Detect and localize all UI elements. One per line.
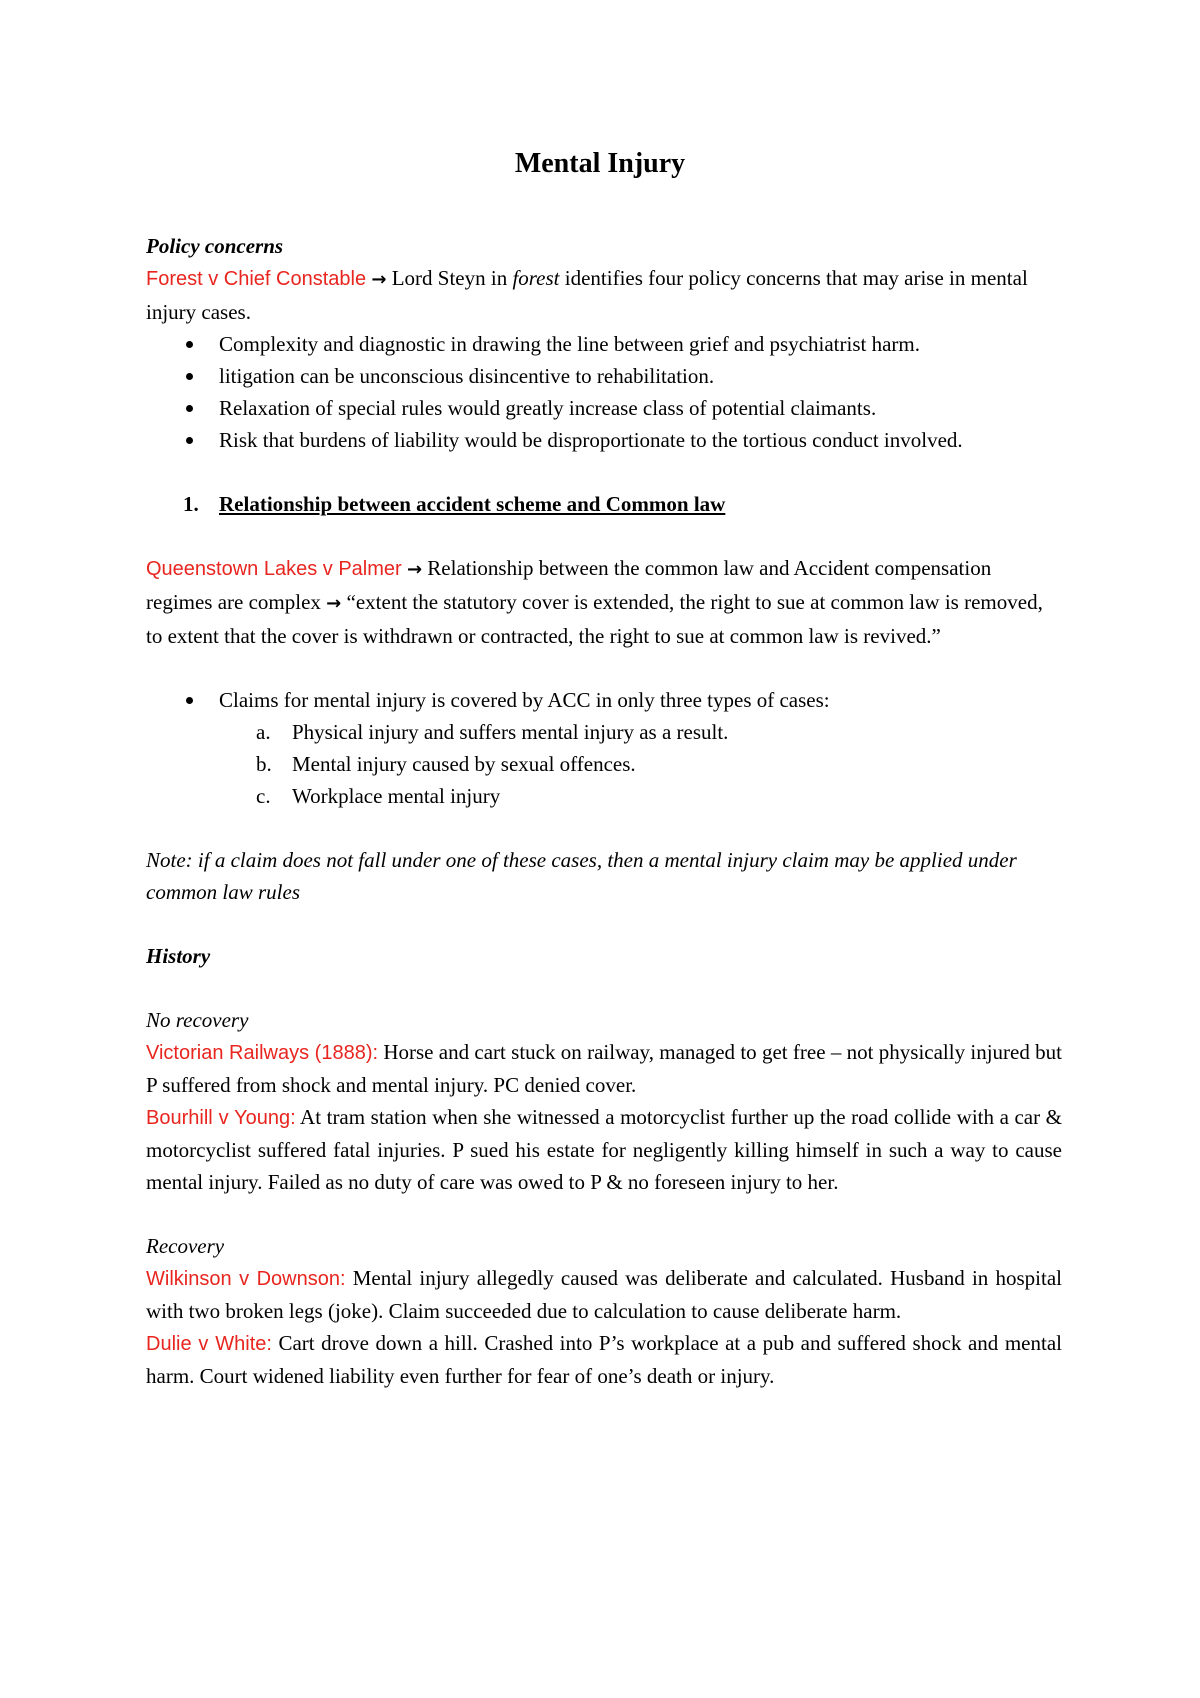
list-marker: a. (256, 720, 271, 744)
case-name: Wilkinson v Downson: (146, 1268, 346, 1290)
section-number: 1. (183, 492, 199, 516)
no-recovery-label: No recovery (146, 1008, 249, 1032)
case-text: Mental injury allegedly caused was deliberate and calculated. Husband in hospital with two broken legs (joke). Claim succeeded due to calculation to cause deliberate harm. (146, 1266, 1062, 1323)
section-heading (146, 488, 1062, 520)
document-body (146, 230, 1062, 1392)
case-text: Horse and cart stuck on railway, managed to get free – not physically injured but P suffered from shock and mental injury. PC denied cover. (146, 1040, 1062, 1097)
acc-bullet-list (146, 684, 1062, 716)
arrow-icon: → (371, 269, 387, 290)
case-name: Queenstown Lakes v Palmer (146, 558, 402, 580)
section-heading-text: Relationship between accident scheme and Common law (219, 492, 726, 516)
case-name: Forest v Chief Constable (146, 268, 367, 290)
list-item: Risk that burdens of liability would be disproportionate to the tortious conduct involved. (146, 424, 1062, 456)
list-item-text: Mental injury caused by sexual offences. (292, 752, 636, 776)
recovery-label: Recovery (146, 1234, 225, 1258)
intro-text: Lord Steyn in (386, 266, 513, 290)
list-item: Relaxation of special rules would greatly increase class of potential claimants. (146, 392, 1062, 424)
paragraph-text: “extent the statutory cover is extended, the right to sue at common law is removed, to extent that the cover is withdrawn or contracted, the right to sue at common law is revived.” (146, 590, 1043, 648)
list-item (146, 748, 1062, 780)
case-name: Victorian Railways (1888): (146, 1042, 379, 1064)
case-text: Cart drove down a hill. Crashed into P’s workplace at a pub and suffered shock and mental harm. Court widened liability even further for fear of one’s death or injury. (146, 1331, 1062, 1388)
list-marker: c. (256, 784, 271, 808)
case-text: At tram station when she witnessed a motorcyclist further up the road collide with a car & motorcyclist suffered fatal injuries. P sued his estate for negligently killing himself in such a way to cause mental injury. Failed as no duty of care was owed to P & no foreseen injury to her. (146, 1105, 1062, 1194)
section-paragraph (146, 552, 1062, 652)
list-item-text: Workplace mental injury (292, 784, 501, 808)
policy-heading: Policy concerns (146, 234, 284, 258)
list-item: Complexity and diagnostic in drawing the line between grief and psychiatrist harm. (146, 328, 1062, 360)
case-paragraph (146, 1327, 1062, 1392)
policy-intro (146, 262, 1062, 328)
list-item (146, 780, 1062, 812)
paragraph-text: Relationship between the common law and Accident compensation regimes are complex (146, 556, 992, 614)
acc-sub-list (146, 716, 1062, 812)
case-paragraph (146, 1262, 1062, 1327)
case-name: Bourhill v Young: (146, 1107, 296, 1129)
list-marker: b. (256, 752, 272, 776)
list-item: Claims for mental injury is covered by ACC in only three types of cases: (146, 684, 1062, 716)
intro-text: identifies four policy concerns that may arise in mental injury cases. (146, 266, 1028, 324)
case-paragraph (146, 1036, 1062, 1101)
arrow-icon: → (406, 559, 423, 580)
arrow-icon: → (326, 593, 342, 614)
case-paragraph (146, 1101, 1062, 1198)
policy-bullet-list (146, 328, 1062, 456)
list-item-text: Physical injury and suffers mental injury as a result. (292, 720, 729, 744)
list-item (146, 716, 1062, 748)
history-heading: History (146, 944, 211, 968)
page-title: Mental Injury (514, 148, 686, 179)
list-item: litigation can be unconscious disincentive to rehabilitation. (146, 360, 1062, 392)
case-name: Dulie v White: (146, 1333, 272, 1355)
intro-italic: forest (512, 266, 560, 290)
note-text: Note: if a claim does not fall under one of these cases, then a mental injury claim may be applied under common law rules (146, 848, 1017, 904)
